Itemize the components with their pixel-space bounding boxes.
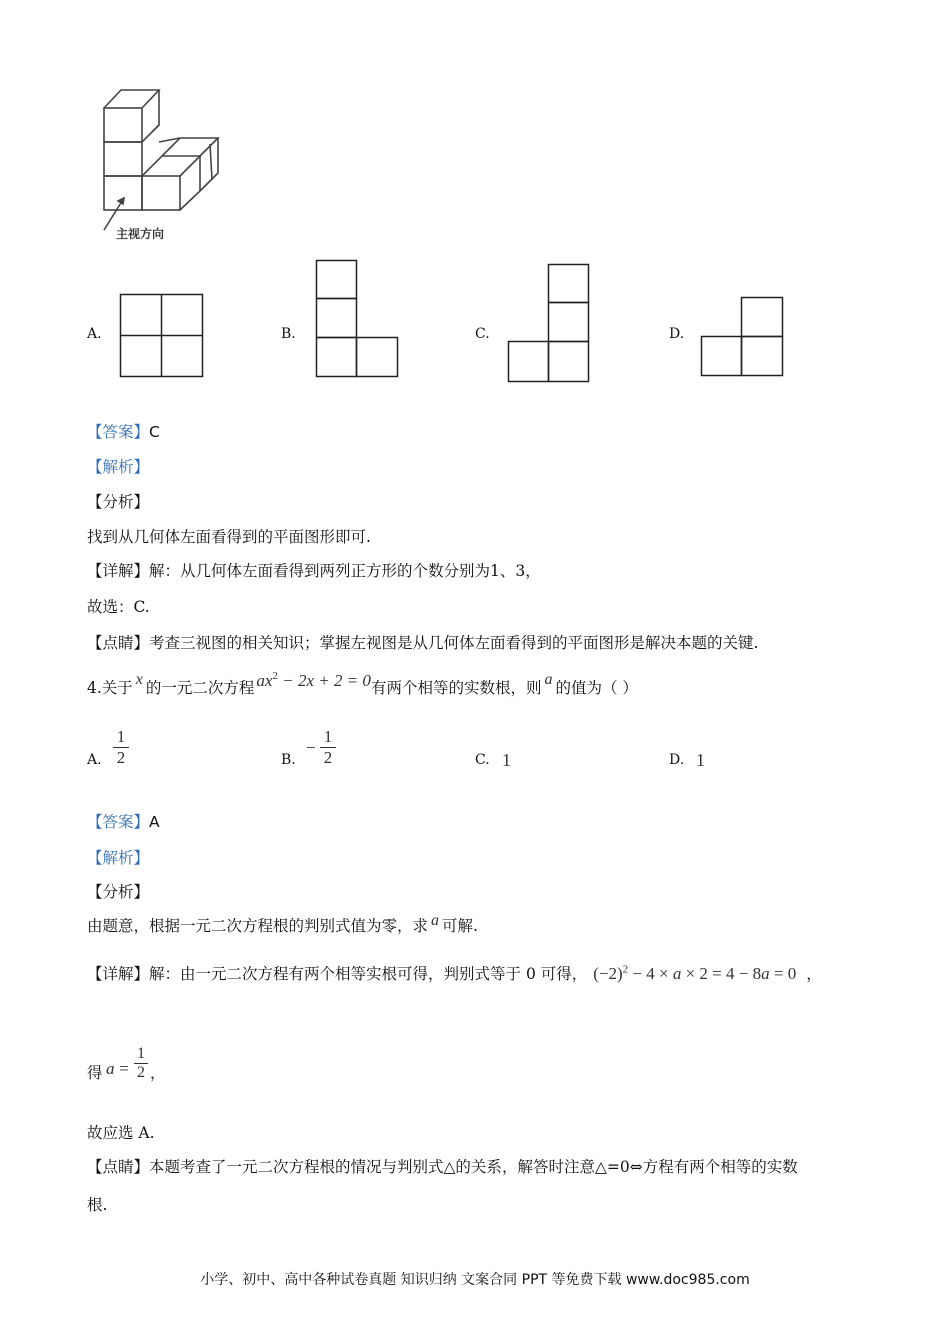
q3-option-b-label: B. bbox=[281, 326, 296, 342]
q3-jiexi-tag: 【解析】 bbox=[87, 458, 150, 476]
eq-mid: − 4 × bbox=[628, 964, 673, 983]
eq-end: = 0 bbox=[769, 964, 797, 983]
q3-option-c-figure bbox=[508, 264, 592, 384]
xiangjie-text: 解：从几何体左面看得到两列正方形的个数分别为1、3， bbox=[149, 562, 541, 580]
q4-dianjing bbox=[87, 1155, 798, 1177]
q4-answer bbox=[87, 810, 160, 832]
numerator: 1 bbox=[137, 1045, 145, 1062]
dianjing-tag: 【点睛】 bbox=[87, 634, 150, 652]
q4-option-b-label: B. bbox=[281, 752, 296, 768]
fenxi-post: 可解. bbox=[442, 917, 478, 935]
q4-suffix: 的值为（ ） bbox=[555, 679, 638, 697]
numerator: 1 bbox=[116, 727, 126, 746]
eq-right: × 2 = 4 − 8 bbox=[681, 964, 762, 983]
denominator: 2 bbox=[320, 747, 336, 768]
q4-mid2: 有两个相等的实数根，则 bbox=[370, 679, 542, 697]
q3-dianjing bbox=[87, 631, 758, 653]
fenxi-pre: 由题意，根据一元二次方程根的判别式值为零，求 bbox=[87, 917, 429, 935]
dianjing-text: 考查三视图的相关知识；掌握左视图是从几何体左面看得到的平面图形是解决本题的关键. bbox=[149, 634, 759, 652]
q4-de: 得 bbox=[87, 1064, 103, 1082]
denominator: 2 bbox=[134, 1063, 148, 1082]
page-footer: 小学、初中、高中各种试卷真题 知识归纳 文案合同 PPT 等免费下载 www.doc985.com bbox=[200, 1272, 750, 1288]
var-a: a bbox=[431, 912, 440, 929]
var-a: a bbox=[544, 671, 553, 688]
q3-option-b-figure bbox=[316, 260, 400, 378]
direction-label: 主视方向 bbox=[116, 227, 165, 241]
discriminant-equation bbox=[587, 964, 796, 983]
q4-fenxi-tag: 【分析】 bbox=[87, 883, 150, 901]
q4-stem bbox=[87, 670, 638, 698]
q4-de-fraction bbox=[134, 1045, 148, 1082]
q3-option-a-label: A. bbox=[87, 326, 102, 342]
eq-a1: a bbox=[672, 964, 682, 983]
q3-fenxi-tag: 【分析】 bbox=[87, 493, 150, 511]
q4-de-eq: = bbox=[115, 1059, 134, 1078]
q3-answer bbox=[87, 420, 160, 442]
q4-option-a-label: A. bbox=[87, 752, 102, 768]
xiangjie-tag: 【详解】 bbox=[87, 965, 150, 983]
denominator: 2 bbox=[113, 747, 129, 768]
answer-value: A bbox=[149, 813, 160, 831]
answer-value: C bbox=[149, 423, 160, 441]
q4-de-var: a bbox=[106, 1059, 115, 1078]
eq-a2: a bbox=[761, 964, 770, 983]
q4-option-a-fraction bbox=[113, 727, 129, 768]
q4-jiexi-tag: 【解析】 bbox=[87, 849, 150, 867]
q3-option-d-figure bbox=[701, 297, 785, 379]
q3-choose: 故选：C. bbox=[87, 598, 150, 616]
q4-option-c-value: 1 bbox=[502, 750, 511, 770]
q4-de-comma: ， bbox=[150, 1064, 166, 1082]
equation-sup: 2 bbox=[272, 670, 278, 682]
q4-option-b-sign: − bbox=[306, 738, 316, 757]
q3-option-d-label: D. bbox=[669, 326, 685, 342]
q4-prefix: 4.关于 bbox=[87, 679, 133, 697]
q4-xiangjie bbox=[87, 962, 822, 984]
q4-choose: 故应选 A. bbox=[87, 1124, 155, 1142]
q4-mid1: 的一元二次方程 bbox=[145, 679, 255, 697]
q4-option-b-fraction bbox=[320, 727, 336, 768]
q3-option-a-figure bbox=[120, 294, 204, 378]
var-x: x bbox=[135, 671, 143, 688]
equation-rest: − 2x + 2 = 0 bbox=[277, 671, 371, 690]
q4-dianjing-line2: 根. bbox=[87, 1196, 108, 1214]
q4-option-d-value: 1 bbox=[696, 750, 705, 770]
q3-option-c-label: C. bbox=[475, 326, 490, 342]
answer-tag: 【答案】 bbox=[87, 423, 150, 441]
answer-tag: 【答案】 bbox=[87, 813, 150, 831]
q4-option-c-label: C. bbox=[475, 752, 490, 768]
dianjing-tag: 【点睛】 bbox=[87, 1158, 150, 1176]
eq-left: (−2) bbox=[593, 964, 623, 983]
eq-comma: ， bbox=[806, 965, 822, 983]
q4-fenxi-text bbox=[87, 914, 478, 936]
xiangjie-text: 解：由一元二次方程有两个相等实根可得，判别式等于 0 可得， bbox=[149, 965, 588, 983]
equation-ax: ax bbox=[256, 671, 273, 690]
numerator: 1 bbox=[323, 727, 333, 746]
q3-fenxi-text: 找到从几何体左面看得到的平面图形即可. bbox=[87, 528, 371, 546]
xiangjie-tag: 【详解】 bbox=[87, 562, 150, 580]
q3-xiangjie bbox=[87, 559, 541, 581]
dianjing-line1: 本题考查了一元二次方程根的情况与判别式△的关系，解答时注意△=0⇔方程有两个相等的实数 bbox=[149, 1158, 798, 1176]
q4-option-d-label: D. bbox=[669, 752, 685, 768]
eq-sup: 2 bbox=[622, 963, 629, 976]
